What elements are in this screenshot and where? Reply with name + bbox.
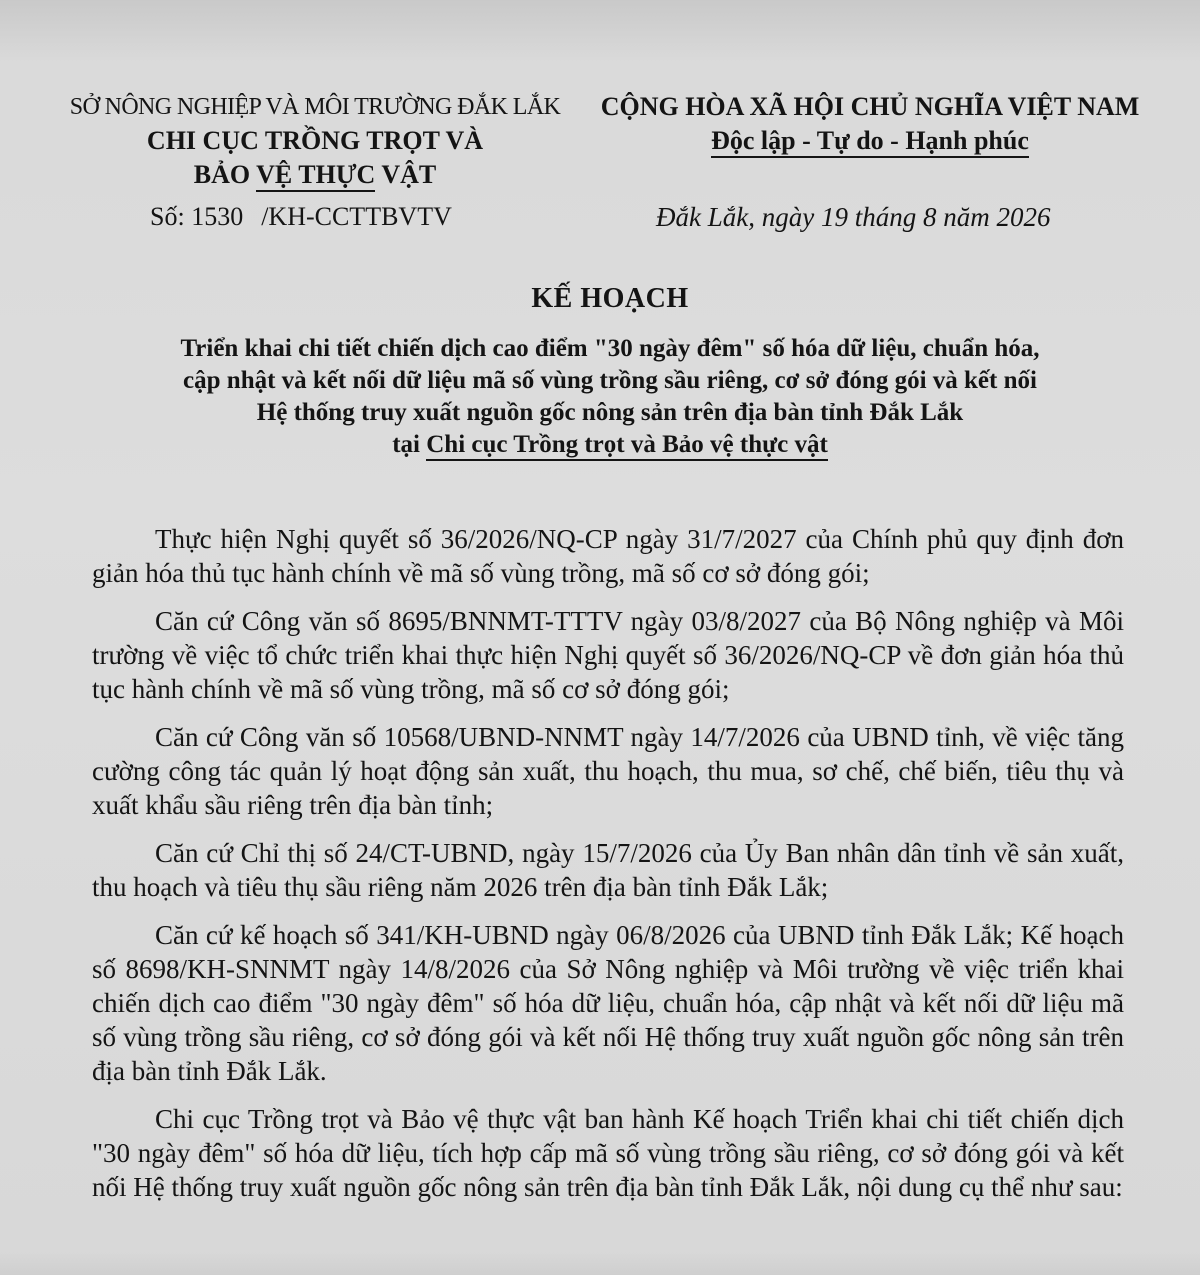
- agency-name-line2: [40, 158, 590, 192]
- document-subject: [60, 333, 1160, 461]
- agency-line2-pre: BẢO: [193, 160, 257, 189]
- doc-number-label: Số:: [150, 202, 185, 231]
- subject-line: Hệ thống truy xuất nguồn gốc nông sản trên địa bàn tỉnh Đắk Lắk: [256, 399, 964, 426]
- doc-number-code: /KH-CCTTBVTV: [261, 202, 452, 231]
- document-number: [150, 202, 452, 232]
- agency-line2-post: VẬT: [375, 160, 437, 189]
- agency-name-line1: CHI CỤC TRỒNG TRỌT VÀ: [146, 126, 484, 155]
- agency-line2-underlined: VỆ THỰC: [256, 160, 375, 192]
- document-body: [92, 522, 1124, 1218]
- scan-bottom-edge: [0, 1251, 1200, 1275]
- parent-agency: SỞ NÔNG NGHIỆP VÀ MÔI TRƯỜNG ĐẮK LẮK: [69, 94, 561, 120]
- body-paragraph: Căn cứ Công văn số 8695/BNNMT-TTTV ngày 03/8/2027 của Bộ Nông nghiệp và Môi trường về việc tổ chức triển khai thực hiện Nghị quyết số 36/2026/NQ-CP về đơn giản hóa thủ tục hành chính về mã số vùng trồng, mã số cơ sở đóng gói;: [92, 606, 1124, 704]
- body-paragraph: Căn cứ Chỉ thị số 24/CT-UBND, ngày 15/7/2026 của Ủy Ban nhân dân tỉnh về sản xuất, thu hoạch và tiêu thụ sầu riêng năm 2026 trên địa bàn tỉnh Đắk Lắk;: [92, 838, 1124, 902]
- body-paragraph: Chi cục Trồng trọt và Bảo vệ thực vật ban hành Kế hoạch Triển khai chi tiết chiến dịch "30 ngày đêm" số hóa dữ liệu, tích hợp cấp mã số vùng trồng sầu riêng, cơ sở đóng gói và kết nối Hệ thống truy xuất nguồn gốc nông sản trên địa bàn tỉnh Đắk Lắk, nội dung cụ thể như sau:: [92, 1104, 1124, 1202]
- body-paragraph: Thực hiện Nghị quyết số 36/2026/NQ-CP ngày 31/7/2027 của Chính phủ quy định đơn giản hóa thủ tục hành chính về mã số vùng trồng, mã số cơ sở đóng gói;: [92, 524, 1124, 588]
- subject-line: cập nhật và kết nối dữ liệu mã số vùng trồng sầu riêng, cơ sở đóng gói và kết nối: [183, 367, 1037, 394]
- body-paragraph: Căn cứ kế hoạch số 341/KH-UBND ngày 06/8/2026 của UBND tỉnh Đắk Lắk; Kế hoạch số 8698/KH-SNNMT ngày 14/8/2026 của Sở Nông nghiệp và Môi trường về việc triển khai chiến dịch cao điểm "30 ngày đêm" số hóa dữ liệu, chuẩn hóa, cập nhật và kết nối dữ liệu mã số vùng trồng sầu riêng, cơ sở đóng gói và kết nối Hệ thống truy xuất nguồn gốc nông sản trên địa bàn tỉnh Đắk Lắk.: [92, 920, 1124, 1086]
- doc-number-value: 1530: [191, 202, 244, 231]
- body-paragraph: Căn cứ Công văn số 10568/UBND-NNMT ngày 14/7/2026 của UBND tỉnh, về việc tăng cường công tác quản lý hoạt động sản xuất, thu hoạch, thu mua, sơ chế, chế biến, tiêu thụ và xuất khẩu sầu riêng trên địa bàn tỉnh;: [92, 722, 1124, 820]
- scan-shadow: [0, 0, 1200, 60]
- national-header-block: [590, 90, 1150, 158]
- issuing-agency-block: [40, 90, 590, 192]
- issue-date: Đắk Lắk, ngày 19 tháng 8 năm 2026: [656, 202, 1051, 232]
- subject-line-last: [60, 429, 1160, 461]
- subject-last-pre: tại: [392, 431, 427, 458]
- document-type-title: KẾ HOẠCH: [531, 283, 689, 314]
- subject-last-underlined: Chi cục Trồng trọt và Bảo vệ thực vật: [426, 431, 828, 461]
- national-motto: [590, 124, 1150, 158]
- motto-text: Độc lập - Tự do - Hạnh phúc: [711, 126, 1029, 158]
- subject-line: Triển khai chi tiết chiến dịch cao điểm "30 ngày đêm" số hóa dữ liệu, chuẩn hóa,: [180, 335, 1040, 362]
- country-name: CỘNG HÒA XÃ HỘI CHỦ NGHĨA VIỆT NAM: [600, 92, 1140, 121]
